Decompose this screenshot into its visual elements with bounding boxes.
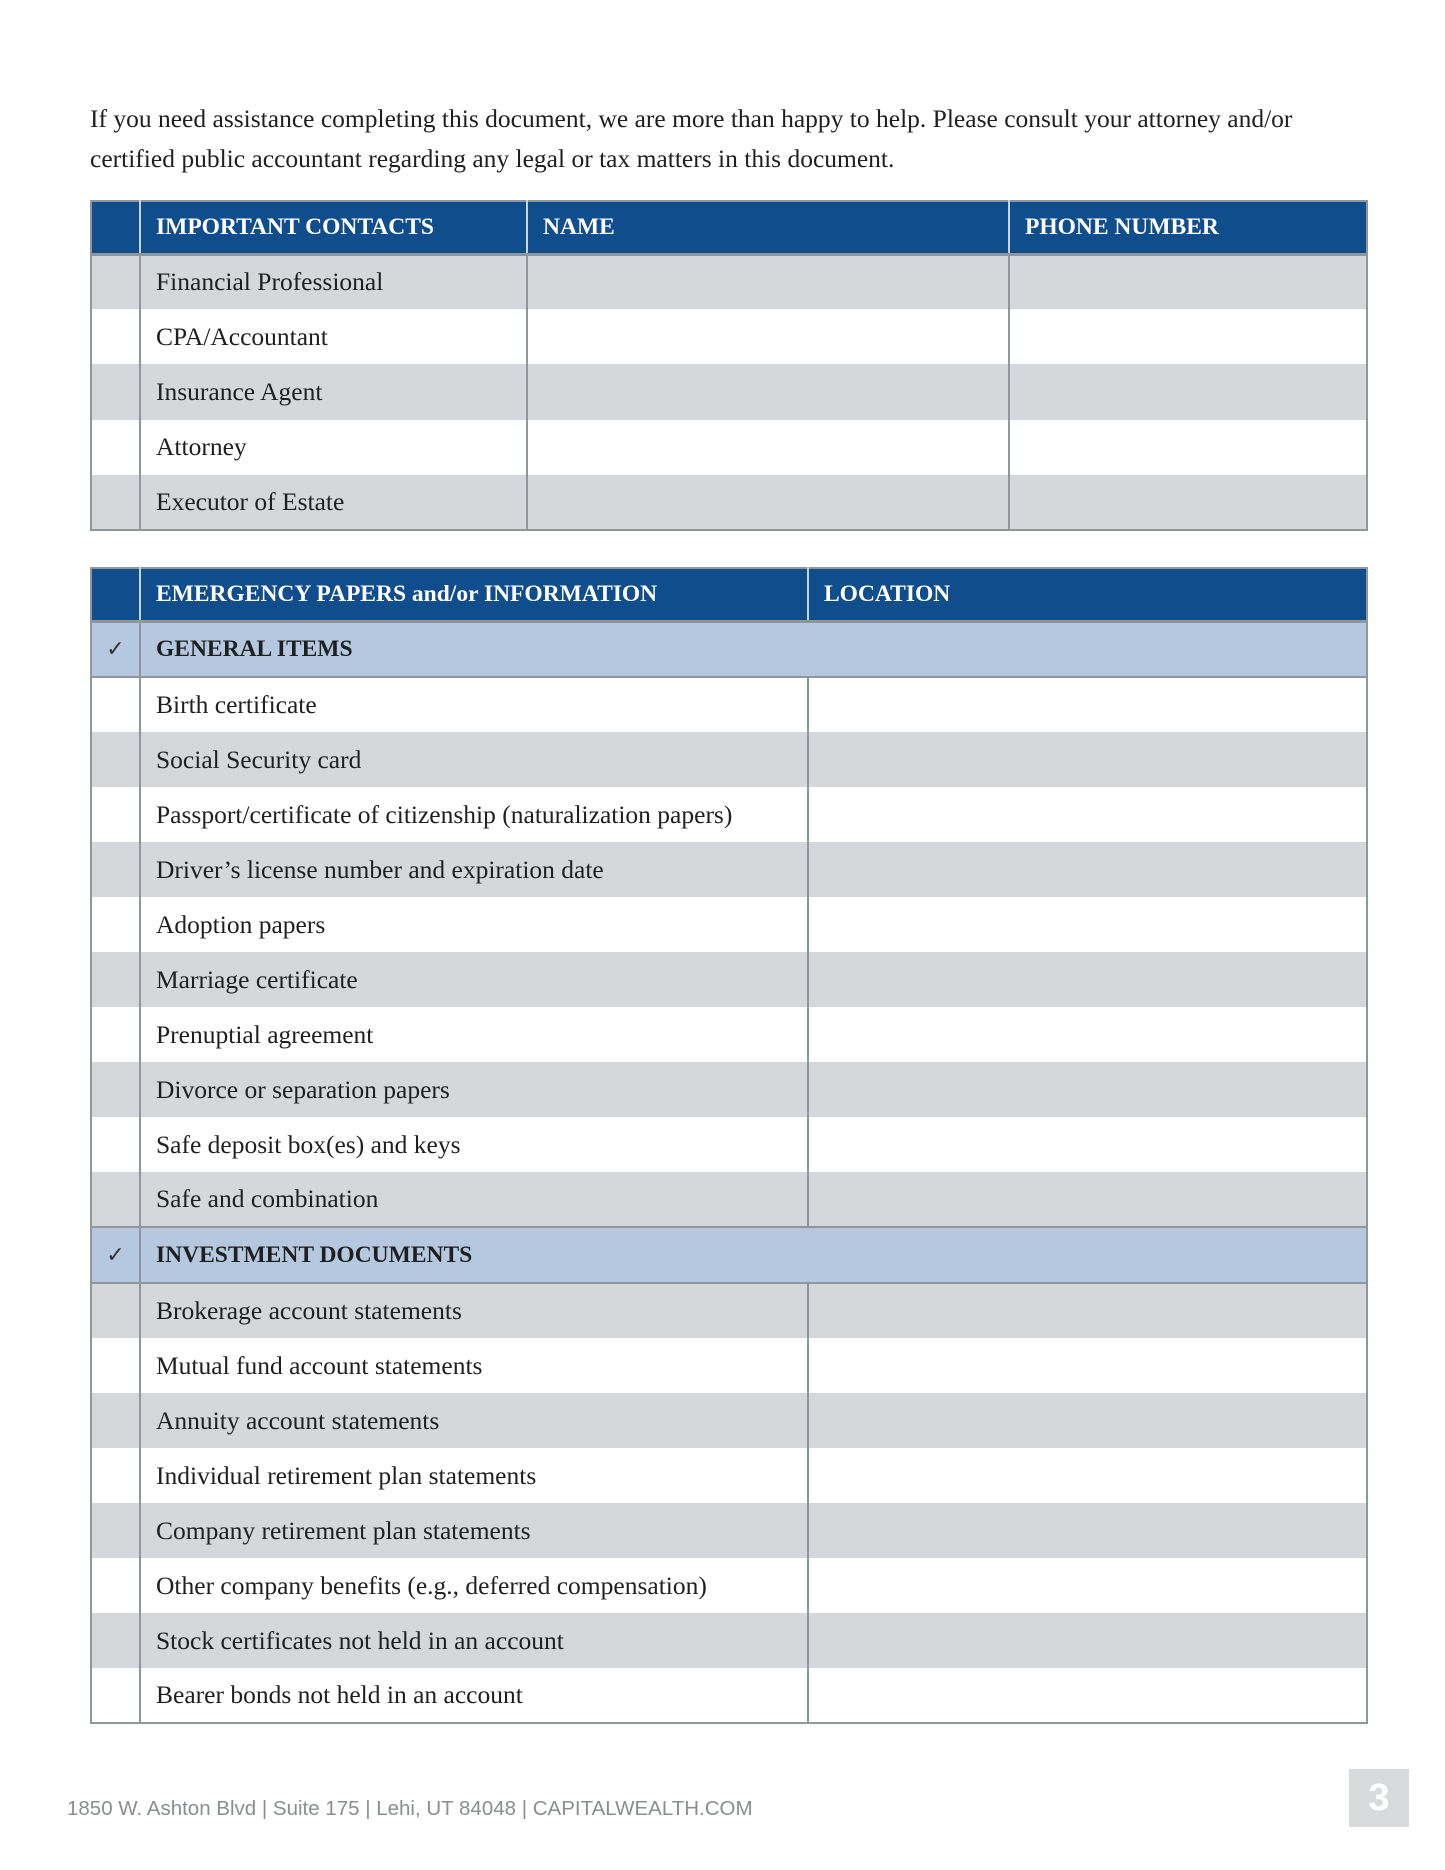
checkmark-icon: ✓ (106, 636, 125, 662)
paper-location-field[interactable] (808, 1062, 1367, 1117)
contacts-header-phone: PHONE NUMBER (1009, 201, 1367, 254)
paper-location-field[interactable] (808, 732, 1367, 787)
intro-line-2: certified public accountant regarding any legal or tax matters in this document. (90, 144, 895, 173)
paper-location-field[interactable] (808, 842, 1367, 897)
paper-item-label: Driver’s license number and expiration date (140, 842, 808, 897)
contacts-header-role: IMPORTANT CONTACTS (140, 201, 527, 254)
item-check-cell[interactable] (91, 787, 140, 842)
contact-role-label: CPA/Accountant (140, 309, 527, 364)
paper-item-row (91, 897, 1367, 952)
paper-item-label: Stock certificates not held in an account (140, 1613, 808, 1668)
contact-phone-field[interactable] (1009, 254, 1367, 309)
paper-item-label: Birth certificate (140, 677, 808, 732)
paper-location-field[interactable] (808, 1007, 1367, 1062)
paper-location-field[interactable] (808, 1613, 1367, 1668)
contact-role-label: Attorney (140, 420, 527, 475)
contact-name-field[interactable] (527, 475, 1009, 530)
item-check-cell[interactable] (91, 1448, 140, 1503)
paper-location-field[interactable] (808, 1117, 1367, 1172)
paper-item-row (91, 787, 1367, 842)
item-check-cell[interactable] (91, 1668, 140, 1723)
paper-item-row (91, 677, 1367, 732)
item-check-cell[interactable] (91, 677, 140, 732)
contacts-header-check (91, 201, 140, 254)
contacts-header-name: NAME (527, 201, 1009, 254)
item-check-cell[interactable] (91, 1393, 140, 1448)
paper-item-row (91, 1503, 1367, 1558)
paper-item-label: Safe and combination (140, 1172, 808, 1227)
item-check-cell[interactable] (91, 1172, 140, 1227)
paper-location-field[interactable] (808, 1558, 1367, 1613)
paper-location-field[interactable] (808, 787, 1367, 842)
paper-location-field[interactable] (808, 1503, 1367, 1558)
section-title: INVESTMENT DOCUMENTS (140, 1227, 1367, 1283)
paper-item-label: Social Security card (140, 732, 808, 787)
contact-role-label: Executor of Estate (140, 475, 527, 530)
contact-role-label: Financial Professional (140, 254, 527, 309)
contact-phone-field[interactable] (1009, 309, 1367, 364)
paper-location-field[interactable] (808, 1668, 1367, 1723)
item-check-cell[interactable] (91, 1558, 140, 1613)
contact-row (91, 420, 1367, 475)
item-check-cell[interactable] (91, 1503, 140, 1558)
intro-paragraph (90, 99, 1370, 179)
paper-item-row (91, 1448, 1367, 1503)
contact-phone-field[interactable] (1009, 364, 1367, 419)
section-title: GENERAL ITEMS (140, 621, 1367, 677)
contact-check-cell[interactable] (91, 254, 140, 309)
item-check-cell[interactable] (91, 897, 140, 952)
item-check-cell[interactable] (91, 1283, 140, 1338)
paper-item-row (91, 732, 1367, 787)
page-number: 3 (1349, 1769, 1409, 1827)
contact-row (91, 254, 1367, 309)
paper-item-label: Company retirement plan statements (140, 1503, 808, 1558)
paper-item-label: Individual retirement plan statements (140, 1448, 808, 1503)
paper-item-label: Safe deposit box(es) and keys (140, 1117, 808, 1172)
paper-location-field[interactable] (808, 1448, 1367, 1503)
emergency-papers-table (90, 567, 1368, 1724)
footer-address: 1850 W. Ashton Blvd | Suite 175 | Lehi, UT 84048 | CAPITALWEALTH.COM (67, 1797, 753, 1820)
paper-location-field[interactable] (808, 952, 1367, 1007)
contact-row (91, 364, 1367, 419)
paper-item-label: Other company benefits (e.g., deferred compensation) (140, 1558, 808, 1613)
section-check-cell[interactable] (91, 621, 140, 677)
paper-location-field[interactable] (808, 1283, 1367, 1338)
papers-header-item: EMERGENCY PAPERS and/or INFORMATION (140, 568, 808, 621)
papers-header-check (91, 568, 140, 621)
paper-item-row (91, 1007, 1367, 1062)
paper-item-label: Brokerage account statements (140, 1283, 808, 1338)
paper-item-label: Prenuptial agreement (140, 1007, 808, 1062)
item-check-cell[interactable] (91, 1117, 140, 1172)
paper-item-row (91, 842, 1367, 897)
contact-check-cell[interactable] (91, 475, 140, 530)
item-check-cell[interactable] (91, 1613, 140, 1668)
paper-item-label: Marriage certificate (140, 952, 808, 1007)
paper-item-label: Annuity account statements (140, 1393, 808, 1448)
item-check-cell[interactable] (91, 952, 140, 1007)
paper-item-row (91, 1062, 1367, 1117)
item-check-cell[interactable] (91, 842, 140, 897)
paper-location-field[interactable] (808, 1338, 1367, 1393)
item-check-cell[interactable] (91, 1338, 140, 1393)
paper-location-field[interactable] (808, 897, 1367, 952)
important-contacts-table (90, 200, 1368, 531)
section-row (91, 621, 1367, 677)
contact-check-cell[interactable] (91, 309, 140, 364)
section-check-cell[interactable] (91, 1227, 140, 1283)
paper-location-field[interactable] (808, 1172, 1367, 1227)
contact-name-field[interactable] (527, 309, 1009, 364)
paper-item-label: Adoption papers (140, 897, 808, 952)
contact-row (91, 475, 1367, 530)
intro-line-1: If you need assistance completing this document, we are more than happy to help. Please consult your attorney and/or (90, 104, 1293, 133)
paper-item-label: Bearer bonds not held in an account (140, 1668, 808, 1723)
paper-item-row (91, 1117, 1367, 1172)
papers-header-row (91, 568, 1367, 621)
paper-item-row (91, 1668, 1367, 1723)
section-row (91, 1227, 1367, 1283)
paper-location-field[interactable] (808, 677, 1367, 732)
paper-item-row (91, 1558, 1367, 1613)
contact-name-field[interactable] (527, 420, 1009, 475)
contact-phone-field[interactable] (1009, 420, 1367, 475)
contacts-header-row (91, 201, 1367, 254)
papers-header-location: LOCATION (808, 568, 1367, 621)
paper-item-row (91, 1338, 1367, 1393)
paper-location-field[interactable] (808, 1393, 1367, 1448)
paper-item-row (91, 1172, 1367, 1227)
contact-check-cell[interactable] (91, 364, 140, 419)
paper-item-label: Divorce or separation papers (140, 1062, 808, 1117)
item-check-cell[interactable] (91, 1062, 140, 1117)
paper-item-label: Mutual fund account statements (140, 1338, 808, 1393)
paper-item-row (91, 1393, 1367, 1448)
checkmark-icon: ✓ (106, 1242, 125, 1268)
contact-name-field[interactable] (527, 254, 1009, 309)
contact-check-cell[interactable] (91, 420, 140, 475)
contact-phone-field[interactable] (1009, 475, 1367, 530)
contact-row (91, 309, 1367, 364)
item-check-cell[interactable] (91, 732, 140, 787)
contact-name-field[interactable] (527, 364, 1009, 419)
item-check-cell[interactable] (91, 1007, 140, 1062)
paper-item-row (91, 1613, 1367, 1668)
paper-item-row (91, 952, 1367, 1007)
contact-role-label: Insurance Agent (140, 364, 527, 419)
paper-item-label: Passport/certificate of citizenship (naturalization papers) (140, 787, 808, 842)
paper-item-row (91, 1283, 1367, 1338)
